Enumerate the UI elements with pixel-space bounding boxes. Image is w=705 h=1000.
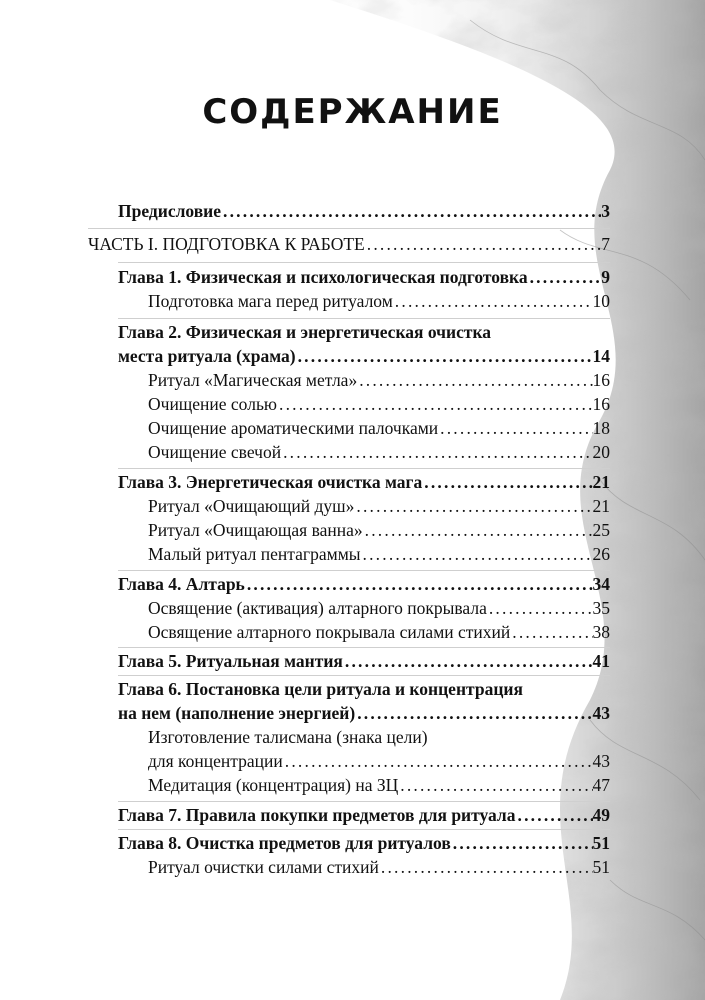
toc-leader-dots <box>438 417 592 439</box>
toc-entry-subsection[interactable] <box>148 290 610 312</box>
toc-entry-subsection[interactable] <box>148 495 610 517</box>
toc-entry-chapter-7[interactable] <box>118 804 610 826</box>
toc-entry-title: Ритуал «Очищающая ванна» <box>148 520 363 540</box>
toc-leader-dots <box>361 543 593 565</box>
section-divider <box>118 318 610 319</box>
toc-entry-title: Очищение свечой <box>148 442 282 462</box>
toc-leader-dots <box>283 750 593 772</box>
toc-entry-subsection[interactable] <box>148 543 610 565</box>
toc-leader-dots <box>451 832 593 854</box>
toc-entry-title: Предисловие <box>118 201 222 221</box>
toc-entry-title: Очищение солью <box>148 394 277 414</box>
toc-entry-subsection[interactable] <box>148 441 610 463</box>
toc-entry-page: 21 <box>592 472 610 492</box>
toc-entry-title: Глава 5. Ритуальная мантия <box>118 651 343 671</box>
toc-entry-subsection[interactable] <box>148 774 610 796</box>
section-divider <box>118 468 610 469</box>
toc-entry-subsection-line-1[interactable] <box>148 726 610 748</box>
toc-leader-dots <box>355 702 592 724</box>
section-divider <box>118 570 610 571</box>
toc-entry-page: 18 <box>592 418 610 438</box>
toc-entry-chapter-6-line-2[interactable] <box>118 702 610 724</box>
toc-entry-page: 10 <box>592 291 610 311</box>
toc-entry-page: 21 <box>592 496 610 516</box>
toc-entry-title: Ритуал «Очищающий душ» <box>148 496 355 516</box>
toc-entry-page: 16 <box>592 394 610 414</box>
toc-entry-chapter-1[interactable] <box>118 266 610 288</box>
toc-entry-chapter-2-line-2[interactable] <box>118 345 610 367</box>
toc-entry-page: 35 <box>592 598 610 618</box>
section-divider <box>118 262 610 263</box>
toc-entry-page: 43 <box>592 751 610 771</box>
toc-entry-chapter-4[interactable] <box>118 573 610 595</box>
toc-entry-title: Глава 1. Физическая и психологическая подготовка <box>118 267 528 287</box>
toc-leader-dots <box>343 650 593 672</box>
toc-leader-dots <box>281 441 592 463</box>
toc-entry-title: Подготовка мага перед ритуалом <box>148 291 393 311</box>
toc-entry-title: Ритуал «Магическая метла» <box>148 370 358 390</box>
toc-leader-dots <box>296 345 593 367</box>
toc-leader-dots <box>528 266 602 288</box>
section-divider <box>118 647 610 648</box>
toc-leader-dots <box>363 519 593 541</box>
toc-entry-page: 38 <box>592 622 610 642</box>
toc-entry-title: места ритуала (храма) <box>118 346 296 366</box>
toc-entry-title: Изготовление талисмана (знака цели) <box>148 727 428 747</box>
toc-entry-page: 43 <box>592 703 610 723</box>
toc-entry-chapter-8[interactable] <box>118 832 610 854</box>
toc-entry-subsection-line-2[interactable] <box>148 750 610 772</box>
toc-entry-title: Малый ритуал пентаграммы <box>148 544 361 564</box>
toc-entry-title: для концентрации <box>148 751 283 771</box>
toc-entry-subsection[interactable] <box>148 393 610 415</box>
page-title: СОДЕРЖАНИЕ <box>202 92 503 132</box>
toc-entry-chapter-3[interactable] <box>118 471 610 493</box>
toc-entry-page: 26 <box>592 544 610 564</box>
toc-leader-dots <box>398 774 592 796</box>
toc-entry-page: 47 <box>592 775 610 795</box>
toc-leader-dots <box>510 621 592 643</box>
section-divider <box>118 801 610 802</box>
toc-entry-chapter-2-line-1[interactable] <box>118 321 610 343</box>
toc-entry-page: 49 <box>592 805 610 825</box>
toc-entry-subsection[interactable] <box>148 597 610 619</box>
toc-leader-dots <box>516 804 593 826</box>
toc-entry-title: Ритуал очистки силами стихий <box>148 857 379 877</box>
toc-entry-subsection[interactable] <box>148 519 610 541</box>
toc-entry-title: на нем (наполнение энергией) <box>118 703 356 723</box>
toc-entry-page: 9 <box>601 267 610 287</box>
toc-leader-dots <box>357 369 592 391</box>
toc-entry-page: 14 <box>592 346 610 366</box>
toc-entry-page: 51 <box>592 833 610 853</box>
section-divider <box>118 829 610 830</box>
toc-entry-preface[interactable] <box>118 200 610 222</box>
toc-leader-dots <box>221 200 601 222</box>
toc-leader-dots <box>277 393 593 415</box>
toc-entry-title: Глава 8. Очистка предметов для ритуалов <box>118 833 451 853</box>
toc-entry-chapter-6-line-1[interactable] <box>118 678 610 700</box>
toc-entry-title: Глава 4. Алтарь <box>118 574 245 594</box>
toc-entry-title: Освящение (активация) алтарного покрывала <box>148 598 487 618</box>
toc-entry-subsection[interactable] <box>148 417 610 439</box>
toc-leader-dots <box>393 290 593 312</box>
toc-entry-page: 34 <box>592 574 610 594</box>
toc-entry-title: Глава 3. Энергетическая очистка мага <box>118 472 423 492</box>
toc-entry-page: 16 <box>592 370 610 390</box>
toc-entry-title: Глава 7. Правила покупки предметов для ритуала <box>118 805 516 825</box>
section-divider <box>88 228 610 229</box>
toc-leader-dots <box>422 471 592 493</box>
toc-entry-page: 7 <box>601 234 610 254</box>
toc-leader-dots <box>379 856 593 878</box>
toc-entry-page: 25 <box>592 520 610 540</box>
toc-entry-subsection[interactable] <box>148 621 610 643</box>
toc-entry-part-1[interactable] <box>88 233 610 255</box>
toc-entry-title: Медитация (концентрация) на ЗЦ <box>148 775 399 795</box>
toc-entry-page: 51 <box>592 857 610 877</box>
toc-entry-page: 41 <box>592 651 610 671</box>
section-divider <box>118 675 610 676</box>
toc-entry-chapter-5[interactable] <box>118 650 610 672</box>
toc-entry-title: ЧАСТЬ I. ПОДГОТОВКА К РАБОТЕ <box>88 234 365 254</box>
toc-entry-page: 3 <box>601 201 610 221</box>
toc-leader-dots <box>365 233 602 255</box>
toc-leader-dots <box>487 597 593 619</box>
toc-leader-dots <box>354 495 592 517</box>
toc-entry-title: Освящение алтарного покрывала силами стихий <box>148 622 511 642</box>
toc-entry-subsection[interactable] <box>148 856 610 878</box>
toc-entry-page: 20 <box>592 442 610 462</box>
toc-entry-subsection[interactable] <box>148 369 610 391</box>
toc-entry-title: Глава 6. Постановка цели ритуала и концентрация <box>118 679 523 699</box>
toc-leader-dots <box>245 573 593 595</box>
toc-entry-title: Очищение ароматическими палочками <box>148 418 439 438</box>
toc-entry-title: Глава 2. Физическая и энергетическая очистка <box>118 322 492 342</box>
